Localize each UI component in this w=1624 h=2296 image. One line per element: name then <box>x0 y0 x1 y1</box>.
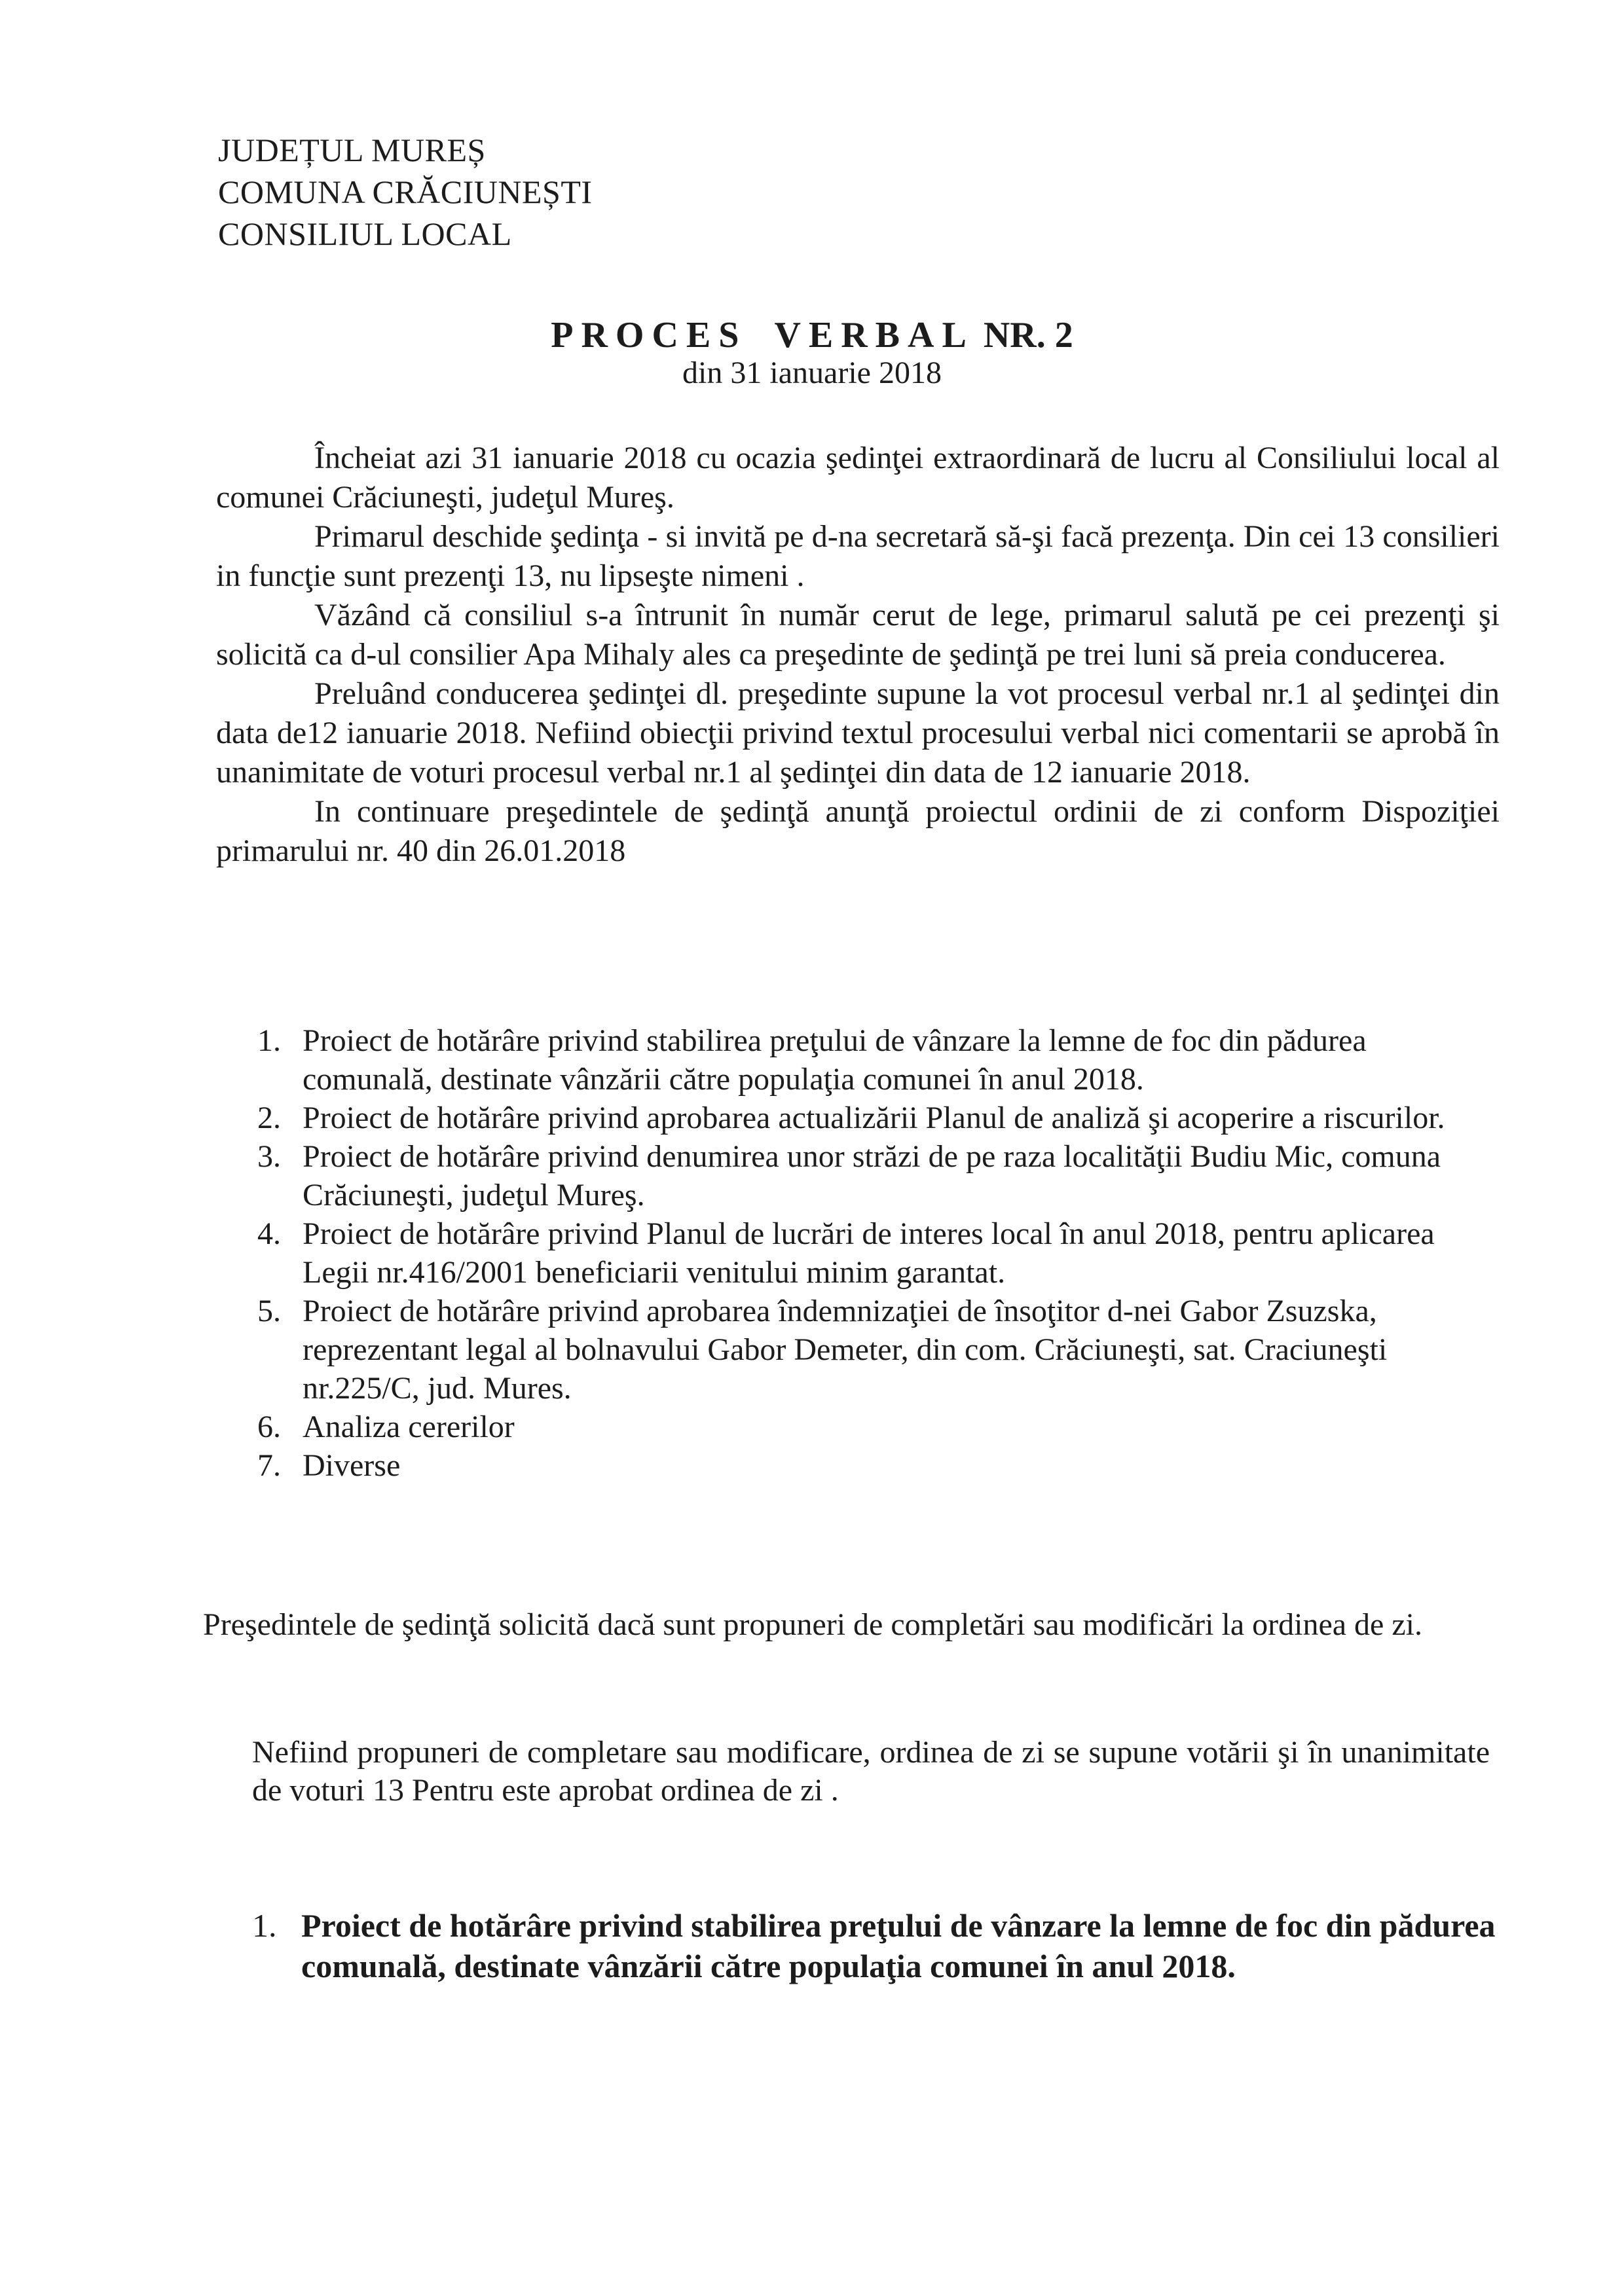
list-item <box>257 1214 1500 1292</box>
header-council: CONSILIUL LOCAL <box>218 215 512 252</box>
paragraph: Văzând că consiliul s-a întrunit în număr cerut de lege, primarul salută pe cei prezenţi şi solicită ca d-ul consilier Apa Mihaly ales ca preşedinte de şedinţă pe trei luni să preia conducerea. <box>216 598 1500 672</box>
item-number: 1. <box>257 1023 281 1058</box>
header-commune: COMUNA CRĂCIUNEȘTI <box>218 173 593 210</box>
item-text: Proiect de hotărâre privind aprobarea actualizării Planul de analiză şi acoperire a riscurilor. <box>303 1101 1445 1135</box>
document-date: din 31 ianuarie 2018 <box>682 355 942 390</box>
item-number: 5. <box>257 1294 281 1328</box>
header-county: JUDEȚUL MUREȘ <box>218 132 486 168</box>
item-number: 7. <box>257 1448 281 1483</box>
paragraph: Preluând conducerea şedinţei dl. preşedinte supune la vot procesul verbal nr.1 al şedinţei din data de12 ianuarie 2018. Nefiind obiecţii privind textul procesului verbal nici comentarii se aprobă în unanimitate de voturi procesul verbal nr.1 al şedinţei din data de 12 ianuarie 2018. <box>216 676 1500 790</box>
list-item <box>257 1292 1500 1408</box>
item-number: 3. <box>257 1139 281 1174</box>
title-number: NR. 2 <box>983 315 1073 355</box>
paragraph: Primarul deschide şedinţa - si invită pe d-na secretară să-şi facă prezenţa. Din cei 13 consilieri in funcţie sunt prezenţi 13, nu lipseşte nimeni . <box>216 519 1500 593</box>
agenda-list <box>257 1021 1500 1485</box>
item-text: Diverse <box>303 1448 401 1483</box>
item-number: 4. <box>257 1216 281 1251</box>
list-item <box>257 1021 1500 1099</box>
item-number: 6. <box>257 1410 281 1444</box>
paragraph-modifications: Preşedintele de şedinţă solicită dacă sunt propuneri de completări sau modificări la ordinea de zi. <box>203 1607 1422 1642</box>
intro-body <box>216 439 1500 871</box>
list-item <box>257 1137 1500 1214</box>
item-text: Proiect de hotărâre privind denumirea unor străzi de pe raza localităţii Budiu Mic, comuna Crăciuneşti, judeţul Mureş. <box>303 1139 1441 1212</box>
document-title <box>0 314 1624 356</box>
paragraph: In continuare preşedintele de şedinţă anunţă proiectul ordinii de zi conform Dispoziţiei primarului nr. 40 din 26.01.2018 <box>216 794 1500 868</box>
item-text: Proiect de hotărâre privind stabilirea preţului de vânzare la lemne de foc din pădurea comunală, destinate vânzării către populaţia comunei în anul 2018. <box>303 1023 1367 1097</box>
item-text: Proiect de hotărâre privind Planul de lucrări de interes local în anul 2018, pentru aplicarea Legii nr.416/2001 beneficiarii venitului minim garantat. <box>303 1216 1435 1290</box>
list-item <box>257 1099 1500 1137</box>
section-number: 1. <box>252 1907 277 1944</box>
item-number: 2. <box>257 1101 281 1135</box>
title-word-proces: PROCES <box>551 315 747 355</box>
document-header <box>218 129 593 255</box>
item-text: Proiect de hotărâre privind aprobarea îndemnizaţiei de însoţitor d-nei Gabor Zsuzska, reprezentant legal al bolnavului Gabor Demeter, din com. Crăciuneşti, sat. Craciuneşti nr.225/C, jud. Mures. <box>303 1294 1388 1406</box>
list-item <box>257 1408 1500 1446</box>
section-heading <box>252 1905 1496 1986</box>
paragraph: Încheiat azi 31 ianuarie 2018 cu ocazia şedinţei extraordinară de lucru al Consiliului local al comunei Crăciuneşti, judeţul Mureş. <box>216 441 1500 515</box>
list-item <box>257 1446 1500 1485</box>
paragraph-vote: Nefiind propuneri de completare sau modificare, ordinea de zi se supune votării şi în unanimitate de voturi 13 Pentru este aprobat ordinea de zi . <box>252 1735 1490 1808</box>
title-word-verbal: VERBAL <box>774 315 974 355</box>
item-text: Analiza cererilor <box>303 1410 515 1444</box>
section-title: Proiect de hotărâre privind stabilirea preţului de vânzare la lemne de foc din pădurea comunală, destinate vânzării către populaţia comunei în anul 2018. <box>301 1907 1496 1984</box>
